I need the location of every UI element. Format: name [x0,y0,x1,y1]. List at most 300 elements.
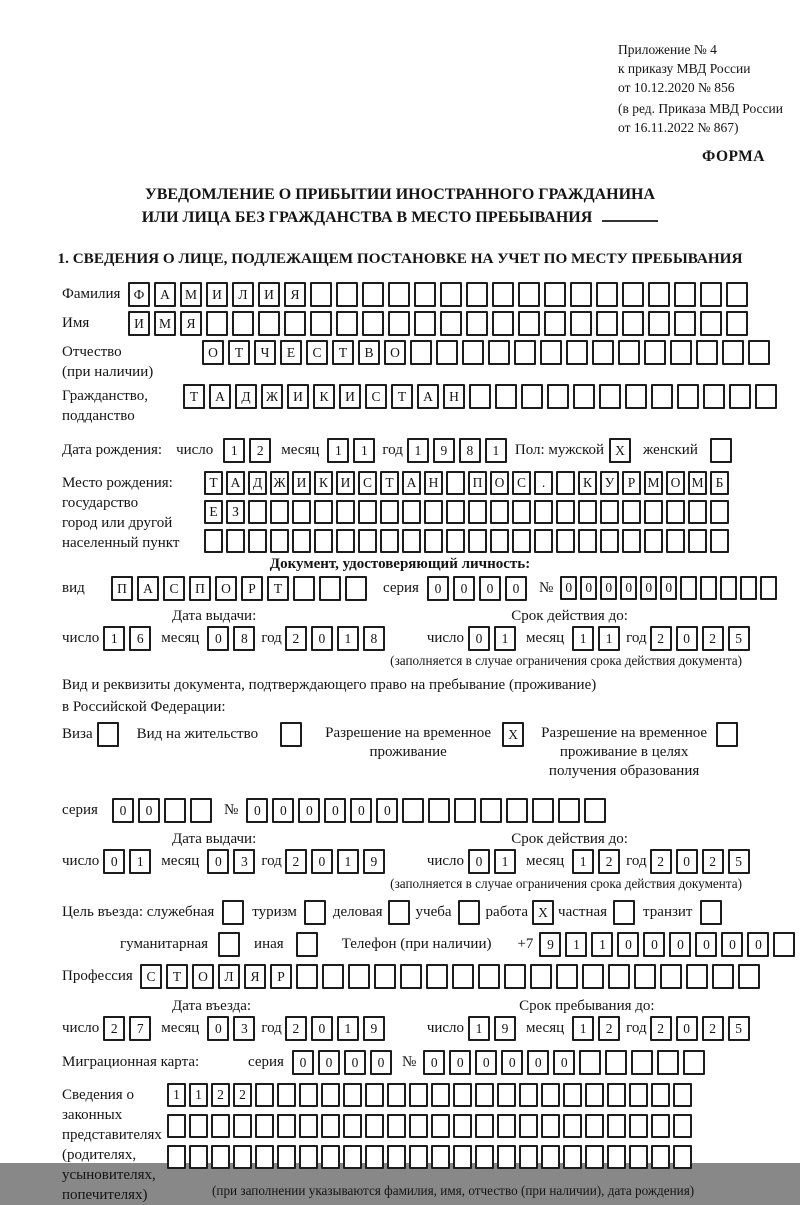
char-cell[interactable]: Д [235,384,257,409]
char-cell[interactable]: Ж [270,471,289,495]
char-cell[interactable]: 0 [560,576,577,600]
char-cell[interactable] [700,576,717,600]
char-cell[interactable] [310,311,332,336]
char-cell[interactable] [164,798,186,823]
char-cell[interactable] [673,1083,692,1107]
char-cell[interactable]: 0 [580,576,597,600]
char-cell[interactable] [556,500,575,524]
char-cell[interactable]: Т [183,384,205,409]
char-cell[interactable] [388,900,410,925]
char-cell[interactable]: 9 [539,932,561,957]
char-cell[interactable]: О [490,471,509,495]
char-cell[interactable] [600,500,619,524]
char-cell[interactable]: 0 [112,798,134,823]
char-cell[interactable]: И [336,471,355,495]
char-cell[interactable]: 0 [423,1050,445,1075]
char-cell[interactable] [211,1114,230,1138]
char-cell[interactable] [299,1114,318,1138]
char-cell[interactable]: А [417,384,439,409]
char-cell[interactable]: 2 [285,626,307,651]
char-cell[interactable] [618,340,640,365]
char-cell[interactable] [514,340,536,365]
char-cell[interactable]: 2 [650,626,672,651]
char-cell[interactable]: М [644,471,663,495]
char-cell[interactable] [362,282,384,307]
char-cell[interactable] [453,1114,472,1138]
char-cell[interactable] [651,1145,670,1169]
char-cell[interactable] [410,340,432,365]
char-cell[interactable] [380,529,399,553]
char-cell[interactable] [556,964,578,989]
char-cell[interactable] [167,1145,186,1169]
char-cell[interactable] [258,311,280,336]
char-cell[interactable] [607,1145,626,1169]
char-cell[interactable]: 0 [370,1050,392,1075]
char-cell[interactable] [532,798,554,823]
char-cell[interactable] [688,500,707,524]
char-cell[interactable]: 6 [129,626,151,651]
char-cell[interactable] [190,798,212,823]
char-cell[interactable]: 2 [598,849,620,874]
char-cell[interactable] [343,1083,362,1107]
char-cell[interactable] [629,1114,648,1138]
char-cell[interactable]: Л [218,964,240,989]
char-cell[interactable] [625,384,647,409]
char-cell[interactable]: К [313,384,335,409]
char-cell[interactable]: А [209,384,231,409]
char-cell[interactable] [292,529,311,553]
char-cell[interactable] [492,282,514,307]
char-cell[interactable]: 0 [324,798,346,823]
char-cell[interactable] [466,311,488,336]
char-cell[interactable] [490,500,509,524]
char-cell[interactable]: 0 [501,1050,523,1075]
char-cell[interactable] [409,1114,428,1138]
char-cell[interactable]: С [512,471,531,495]
char-cell[interactable]: С [163,576,185,601]
char-cell[interactable]: 1 [572,1016,594,1041]
char-cell[interactable] [414,311,436,336]
char-cell[interactable] [446,500,465,524]
char-cell[interactable]: 2 [285,849,307,874]
char-cell[interactable] [345,576,367,601]
char-cell[interactable]: 0 [479,576,501,601]
char-cell[interactable]: 0 [311,849,333,874]
char-cell[interactable]: Л [232,282,254,307]
char-cell[interactable] [497,1145,516,1169]
char-cell[interactable]: 1 [591,932,613,957]
char-cell[interactable] [458,900,480,925]
char-cell[interactable]: Ж [261,384,283,409]
char-cell[interactable] [712,964,734,989]
char-cell[interactable] [629,1083,648,1107]
char-cell[interactable]: Я [284,282,306,307]
char-cell[interactable] [232,311,254,336]
char-cell[interactable] [365,1114,384,1138]
char-cell[interactable] [629,1145,648,1169]
char-cell[interactable]: О [215,576,237,601]
char-cell[interactable] [592,340,614,365]
char-cell[interactable] [688,529,707,553]
char-cell[interactable] [585,1114,604,1138]
char-cell[interactable]: Е [204,500,223,524]
char-cell[interactable]: Р [622,471,641,495]
char-cell[interactable] [299,1145,318,1169]
char-cell[interactable] [722,340,744,365]
char-cell[interactable] [424,500,443,524]
char-cell[interactable]: 0 [676,626,698,651]
char-cell[interactable] [544,282,566,307]
char-cell[interactable] [424,529,443,553]
char-cell[interactable]: 0 [553,1050,575,1075]
char-cell[interactable] [365,1083,384,1107]
char-cell[interactable]: 1 [327,438,349,463]
char-cell[interactable] [167,1114,186,1138]
char-cell[interactable]: 2 [211,1083,230,1107]
char-cell[interactable] [622,529,641,553]
char-cell[interactable] [622,282,644,307]
char-cell[interactable]: 0 [138,798,160,823]
char-cell[interactable] [431,1083,450,1107]
char-cell[interactable] [608,964,630,989]
char-cell[interactable]: 0 [468,626,490,651]
char-cell[interactable] [189,1114,208,1138]
char-cell[interactable]: 0 [468,849,490,874]
char-cell[interactable]: 5 [728,849,750,874]
char-cell[interactable] [218,932,240,957]
char-cell[interactable] [428,798,450,823]
char-cell[interactable]: 1 [565,932,587,957]
char-cell[interactable] [544,311,566,336]
char-cell[interactable] [651,1083,670,1107]
char-cell[interactable]: 8 [363,626,385,651]
char-cell[interactable]: К [314,471,333,495]
char-cell[interactable]: 0 [505,576,527,601]
char-cell[interactable] [578,500,597,524]
char-cell[interactable] [431,1145,450,1169]
char-cell[interactable]: А [402,471,421,495]
char-cell[interactable]: 2 [702,1016,724,1041]
char-cell[interactable]: Ф [128,282,150,307]
char-cell[interactable]: О [192,964,214,989]
char-cell[interactable] [409,1083,428,1107]
char-cell[interactable]: Ч [254,340,276,365]
char-cell[interactable]: 9 [433,438,455,463]
char-cell[interactable] [755,384,777,409]
char-cell[interactable]: 8 [459,438,481,463]
char-cell[interactable]: Т [391,384,413,409]
char-cell[interactable] [206,311,228,336]
char-cell[interactable]: 5 [728,626,750,651]
char-cell[interactable]: Р [241,576,263,601]
char-cell[interactable]: Р [270,964,292,989]
char-cell[interactable] [475,1083,494,1107]
char-cell[interactable] [322,964,344,989]
char-cell[interactable] [570,311,592,336]
char-cell[interactable] [270,500,289,524]
char-cell[interactable] [666,500,685,524]
char-cell[interactable] [365,1145,384,1169]
char-cell[interactable] [248,529,267,553]
char-cell[interactable]: З [226,500,245,524]
char-cell[interactable]: 1 [223,438,245,463]
char-cell[interactable] [255,1145,274,1169]
char-cell[interactable]: Т [267,576,289,601]
char-cell[interactable]: М [688,471,707,495]
char-cell[interactable] [478,964,500,989]
char-cell[interactable]: X [609,438,631,463]
char-cell[interactable] [336,282,358,307]
char-cell[interactable] [566,340,588,365]
char-cell[interactable] [573,384,595,409]
char-cell[interactable]: У [600,471,619,495]
char-cell[interactable]: 0 [207,849,229,874]
char-cell[interactable]: 1 [407,438,429,463]
char-cell[interactable] [454,798,476,823]
char-cell[interactable] [556,529,575,553]
char-cell[interactable] [660,964,682,989]
char-cell[interactable]: 1 [572,626,594,651]
char-cell[interactable]: 1 [337,1016,359,1041]
char-cell[interactable]: О [666,471,685,495]
char-cell[interactable] [387,1114,406,1138]
char-cell[interactable] [748,340,770,365]
char-cell[interactable] [380,500,399,524]
char-cell[interactable] [670,340,692,365]
char-cell[interactable] [760,576,777,600]
char-cell[interactable] [556,471,575,495]
char-cell[interactable] [402,500,421,524]
char-cell[interactable] [402,529,421,553]
char-cell[interactable]: Т [228,340,250,365]
char-cell[interactable]: И [339,384,361,409]
char-cell[interactable] [519,1114,538,1138]
char-cell[interactable] [773,932,795,957]
char-cell[interactable] [599,384,621,409]
char-cell[interactable]: 3 [233,849,255,874]
char-cell[interactable]: 2 [233,1083,252,1107]
char-cell[interactable] [726,311,748,336]
char-cell[interactable]: Е [280,340,302,365]
char-cell[interactable] [563,1083,582,1107]
char-cell[interactable] [585,1083,604,1107]
char-cell[interactable]: 0 [600,576,617,600]
char-cell[interactable] [648,282,670,307]
char-cell[interactable] [314,529,333,553]
char-cell[interactable] [696,340,718,365]
char-cell[interactable] [634,964,656,989]
char-cell[interactable]: 1 [337,626,359,651]
char-cell[interactable]: Т [166,964,188,989]
char-cell[interactable]: 8 [233,626,255,651]
char-cell[interactable] [683,1050,705,1075]
char-cell[interactable]: 1 [129,849,151,874]
char-cell[interactable] [651,384,673,409]
char-cell[interactable] [453,1083,472,1107]
char-cell[interactable] [414,282,436,307]
char-cell[interactable]: 0 [527,1050,549,1075]
char-cell[interactable]: 0 [721,932,743,957]
char-cell[interactable] [506,798,528,823]
char-cell[interactable]: А [137,576,159,601]
char-cell[interactable]: 0 [207,626,229,651]
char-cell[interactable]: 1 [494,849,516,874]
char-cell[interactable]: Д [248,471,267,495]
char-cell[interactable] [700,282,722,307]
char-cell[interactable]: 2 [249,438,271,463]
char-cell[interactable] [492,311,514,336]
char-cell[interactable] [605,1050,627,1075]
char-cell[interactable] [680,576,697,600]
char-cell[interactable] [446,471,465,495]
char-cell[interactable]: 0 [311,626,333,651]
char-cell[interactable] [534,529,553,553]
char-cell[interactable]: М [154,311,176,336]
char-cell[interactable] [563,1114,582,1138]
char-cell[interactable]: И [292,471,311,495]
char-cell[interactable]: 9 [363,849,385,874]
char-cell[interactable] [319,576,341,601]
char-cell[interactable]: О [384,340,406,365]
char-cell[interactable] [518,311,540,336]
char-cell[interactable]: Я [244,964,266,989]
char-cell[interactable]: 0 [676,1016,698,1041]
char-cell[interactable] [321,1083,340,1107]
char-cell[interactable] [673,1114,692,1138]
char-cell[interactable]: 0 [376,798,398,823]
char-cell[interactable] [716,722,738,747]
char-cell[interactable]: 5 [728,1016,750,1041]
char-cell[interactable] [541,1083,560,1107]
char-cell[interactable] [233,1145,252,1169]
char-cell[interactable] [710,438,732,463]
char-cell[interactable] [387,1083,406,1107]
char-cell[interactable]: 9 [494,1016,516,1041]
char-cell[interactable] [400,964,422,989]
char-cell[interactable]: 0 [475,1050,497,1075]
char-cell[interactable]: 2 [103,1016,125,1041]
char-cell[interactable]: Т [204,471,223,495]
char-cell[interactable]: 0 [272,798,294,823]
char-cell[interactable] [304,900,326,925]
char-cell[interactable] [277,1114,296,1138]
char-cell[interactable]: 0 [292,1050,314,1075]
char-cell[interactable]: М [180,282,202,307]
char-cell[interactable]: 1 [494,626,516,651]
char-cell[interactable] [310,282,332,307]
char-cell[interactable] [673,1145,692,1169]
char-cell[interactable]: 0 [427,576,449,601]
char-cell[interactable] [666,529,685,553]
char-cell[interactable] [547,384,569,409]
char-cell[interactable] [284,311,306,336]
char-cell[interactable]: 0 [344,1050,366,1075]
char-cell[interactable] [657,1050,679,1075]
char-cell[interactable]: 9 [363,1016,385,1041]
char-cell[interactable]: Я [180,311,202,336]
char-cell[interactable] [299,1083,318,1107]
char-cell[interactable] [677,384,699,409]
char-cell[interactable] [314,500,333,524]
char-cell[interactable] [497,1083,516,1107]
char-cell[interactable]: 2 [702,626,724,651]
char-cell[interactable]: 0 [695,932,717,957]
char-cell[interactable] [585,1145,604,1169]
char-cell[interactable] [466,282,488,307]
char-cell[interactable]: П [468,471,487,495]
char-cell[interactable]: И [128,311,150,336]
char-cell[interactable]: 0 [350,798,372,823]
char-cell[interactable] [409,1145,428,1169]
char-cell[interactable] [321,1114,340,1138]
char-cell[interactable] [280,722,302,747]
char-cell[interactable] [440,282,462,307]
char-cell[interactable] [521,384,543,409]
char-cell[interactable]: 1 [353,438,375,463]
char-cell[interactable]: Б [710,471,729,495]
char-cell[interactable] [490,529,509,553]
char-cell[interactable]: 2 [285,1016,307,1041]
char-cell[interactable] [440,311,462,336]
char-cell[interactable] [579,1050,601,1075]
char-cell[interactable] [475,1145,494,1169]
char-cell[interactable] [578,529,597,553]
char-cell[interactable] [534,500,553,524]
char-cell[interactable]: 2 [650,849,672,874]
char-cell[interactable] [720,576,737,600]
char-cell[interactable] [563,1145,582,1169]
char-cell[interactable] [475,1114,494,1138]
char-cell[interactable] [453,1145,472,1169]
char-cell[interactable]: X [502,722,524,747]
char-cell[interactable] [402,798,424,823]
char-cell[interactable] [495,384,517,409]
char-cell[interactable] [710,500,729,524]
char-cell[interactable] [613,900,635,925]
char-cell[interactable] [343,1145,362,1169]
char-cell[interactable]: К [578,471,597,495]
char-cell[interactable] [296,964,318,989]
char-cell[interactable] [512,500,531,524]
char-cell[interactable]: Т [380,471,399,495]
char-cell[interactable] [512,529,531,553]
char-cell[interactable] [607,1083,626,1107]
char-cell[interactable] [321,1145,340,1169]
char-cell[interactable] [622,500,641,524]
char-cell[interactable] [582,964,604,989]
char-cell[interactable]: 1 [337,849,359,874]
char-cell[interactable] [446,529,465,553]
char-cell[interactable]: . [534,471,553,495]
char-cell[interactable] [607,1114,626,1138]
char-cell[interactable] [644,529,663,553]
char-cell[interactable]: П [111,576,133,601]
char-cell[interactable] [387,1145,406,1169]
char-cell[interactable] [211,1145,230,1169]
char-cell[interactable]: 0 [640,576,657,600]
char-cell[interactable] [468,529,487,553]
char-cell[interactable] [348,964,370,989]
char-cell[interactable]: 2 [650,1016,672,1041]
char-cell[interactable]: 3 [233,1016,255,1041]
char-cell[interactable]: 2 [598,1016,620,1041]
char-cell[interactable] [189,1145,208,1169]
char-cell[interactable] [738,964,760,989]
char-cell[interactable]: 1 [572,849,594,874]
char-cell[interactable] [674,282,696,307]
char-cell[interactable] [530,964,552,989]
char-cell[interactable]: А [154,282,176,307]
